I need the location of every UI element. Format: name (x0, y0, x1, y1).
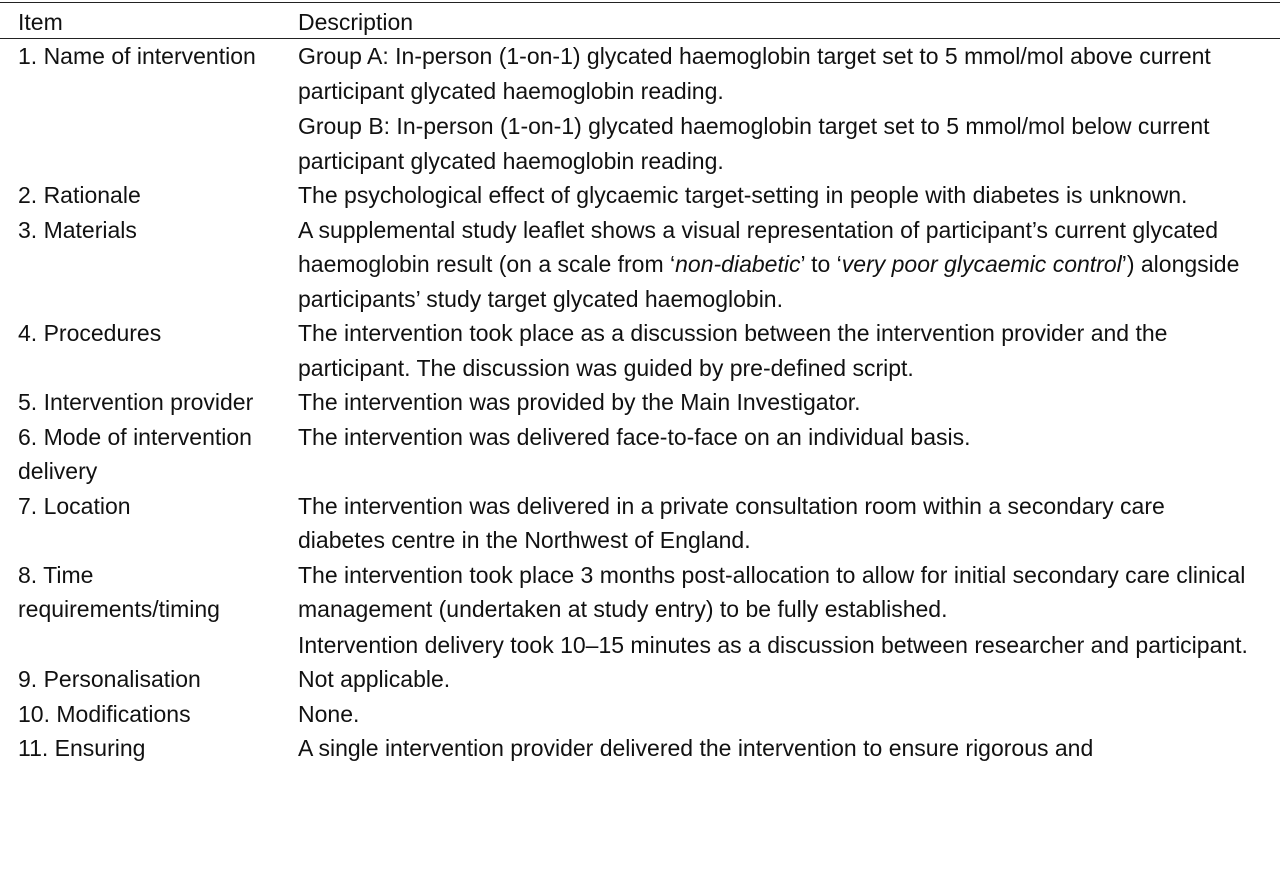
row-description (298, 662, 1280, 697)
row-item-label: 10. Modifications (18, 700, 191, 727)
row-item-label: 1. Name of intervention (18, 43, 256, 69)
description-paragraph (298, 213, 1256, 317)
materials-text-1: A supplemental study leaflet shows a visual representation of participant’s current glycated haemoglobin result (on a scale from ‘ (298, 216, 1219, 277)
table-header (0, 3, 1280, 39)
row-description (298, 178, 1280, 213)
intervention-description-table (0, 2, 1280, 766)
table-row (0, 385, 1280, 420)
description-paragraph: The intervention took place 3 months post-allocation to allow for initial secondary care clinical management (undertaken at study entry) to be fully established. (298, 561, 1246, 622)
description-paragraph: The intervention was delivered face-to-face on an individual basis. (298, 423, 971, 450)
materials-italic-1: non-diabetic (675, 251, 801, 277)
row-item-label: 11. Ensuring (18, 735, 146, 761)
row-item-label: 6. Mode of intervention delivery (18, 423, 252, 484)
intervention-table-container (0, 2, 1280, 766)
description-paragraph: Group B: In-person (1-on-1) glycated haemoglobin target set to 5 mmol/mol below current participant glycated haemoglobin reading. (298, 113, 1210, 174)
table-row (0, 731, 1280, 766)
table-row (0, 178, 1280, 213)
row-description (298, 731, 1280, 766)
row-item-label: 9. Personalisation (18, 666, 201, 692)
table-row (0, 213, 1280, 317)
table-row (0, 39, 1280, 179)
table-row (0, 662, 1280, 697)
row-description (298, 385, 1280, 420)
table-row (0, 697, 1280, 732)
row-description (298, 558, 1280, 663)
description-paragraph: The psychological effect of glycaemic target-setting in people with diabetes is unknown. (298, 182, 1188, 208)
materials-italic-2: very poor glycaemic control (841, 251, 1122, 277)
description-paragraph: The intervention was provided by the Main Investigator. (298, 389, 861, 415)
row-item-label: 8. Time requirements/timing (18, 561, 220, 622)
row-item-label: 4. Procedures (18, 320, 162, 346)
header-description: Description (298, 3, 1280, 39)
table-body (0, 39, 1280, 766)
description-paragraph: None. (298, 700, 360, 727)
description-paragraph: Group A: In-person (1-on-1) glycated haemoglobin target set to 5 mmol/mol above current participant glycated haemoglobin reading. (298, 43, 1211, 104)
row-description (298, 39, 1280, 179)
row-item-label: 3. Materials (18, 216, 137, 243)
row-description (298, 316, 1280, 385)
header-row (0, 3, 1280, 39)
row-item-label: 2. Rationale (18, 182, 141, 208)
table-row (0, 316, 1280, 385)
materials-text-2: ’ to ‘ (800, 251, 842, 277)
table-row (0, 489, 1280, 558)
description-paragraph: Not applicable. (298, 666, 451, 692)
description-paragraph: The intervention was delivered in a private consultation room within a secondary care diabetes centre in the Northwest of England. (298, 492, 1165, 553)
description-paragraph: A single intervention provider delivered the intervention to ensure rigorous and (298, 735, 1094, 761)
row-description (298, 697, 1280, 732)
row-description (298, 489, 1280, 558)
description-paragraph: The intervention took place as a discussion between the intervention provider and the participant. The discussion was guided by pre-defined script. (298, 320, 1168, 381)
row-item-label: 5. Intervention provider (18, 389, 254, 415)
row-description (298, 213, 1280, 317)
header-item: Item (0, 3, 298, 39)
table-row (0, 420, 1280, 489)
row-item-label: 7. Location (18, 492, 131, 519)
table-row (0, 558, 1280, 663)
description-paragraph: Intervention delivery took 10–15 minutes as a discussion between researcher and participant. (298, 631, 1248, 658)
materials-text-3: ’) alongside participants’ study target glycated haemoglobin. (298, 251, 1240, 312)
row-description (298, 420, 1280, 489)
